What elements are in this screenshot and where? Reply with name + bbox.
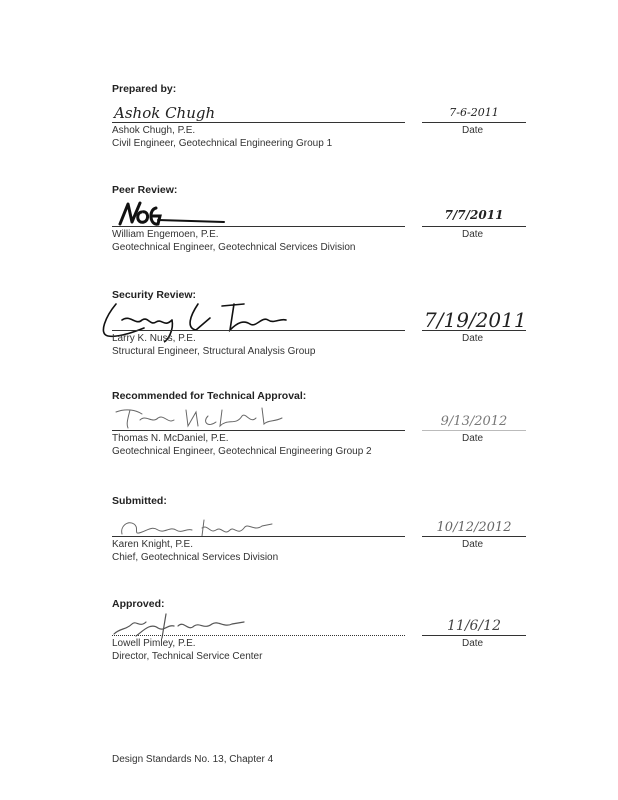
signer-title: Geotechnical Engineer, Geotechnical Engineering Group 2 xyxy=(112,446,372,457)
signer-name: Thomas N. McDaniel, P.E. xyxy=(112,433,229,444)
signer-title: Director, Technical Service Center xyxy=(112,651,263,662)
date-line xyxy=(422,226,526,227)
handwritten-date: 9/13/2012 xyxy=(440,414,508,429)
signer-title: Chief, Geotechnical Services Division xyxy=(112,552,279,563)
date-label: Date xyxy=(462,539,484,550)
signer-name: Lowell Pimley, P.E. xyxy=(112,638,196,649)
handwritten-date: 7/7/2011 xyxy=(444,208,504,222)
handwritten-date: 10/12/2012 xyxy=(436,520,512,535)
page-footer: Design Standards No. 13, Chapter 4 xyxy=(112,754,274,765)
signature-prepared: Ashok Chugh xyxy=(114,104,216,122)
date-label: Date xyxy=(462,638,484,649)
handwritten-date: 7-6-2011 xyxy=(449,106,499,119)
approval-heading: Prepared by: xyxy=(112,83,177,95)
signature-line xyxy=(112,330,405,331)
signature-line xyxy=(112,635,405,636)
date-label: Date xyxy=(462,333,484,344)
date-label: Date xyxy=(462,125,484,136)
signature-line xyxy=(112,536,405,537)
date-line xyxy=(422,430,526,431)
date-label: Date xyxy=(462,433,484,444)
date-line xyxy=(422,536,526,537)
approval-heading: Approved: xyxy=(112,598,165,610)
signature-recommended xyxy=(112,402,292,432)
approval-heading: Recommended for Technical Approval: xyxy=(112,390,307,402)
approval-heading: Peer Review: xyxy=(112,184,178,196)
signer-name: Larry K. Nuss, P.E. xyxy=(112,333,196,344)
date-line xyxy=(422,122,526,123)
date-line xyxy=(422,330,526,331)
date-line xyxy=(422,635,526,636)
handwritten-date: 7/19/2011 xyxy=(424,308,527,332)
approval-heading: Security Review: xyxy=(112,289,197,301)
approval-heading: Submitted: xyxy=(112,495,167,507)
signature-line xyxy=(112,226,405,227)
handwritten-date: 11/6/12 xyxy=(447,618,501,634)
signature-line xyxy=(112,122,405,123)
signer-title: Civil Engineer, Geotechnical Engineering Group 1 xyxy=(112,138,333,149)
signer-name: Karen Knight, P.E. xyxy=(112,539,193,550)
signer-title: Geotechnical Engineer, Geotechnical Services Division xyxy=(112,242,356,253)
signer-name: Ashok Chugh, P.E. xyxy=(112,125,196,136)
date-label: Date xyxy=(462,229,484,240)
signer-title: Structural Engineer, Structural Analysis Group xyxy=(112,346,316,357)
signer-name: William Engemoen, P.E. xyxy=(112,229,219,240)
signature-line xyxy=(112,430,405,431)
